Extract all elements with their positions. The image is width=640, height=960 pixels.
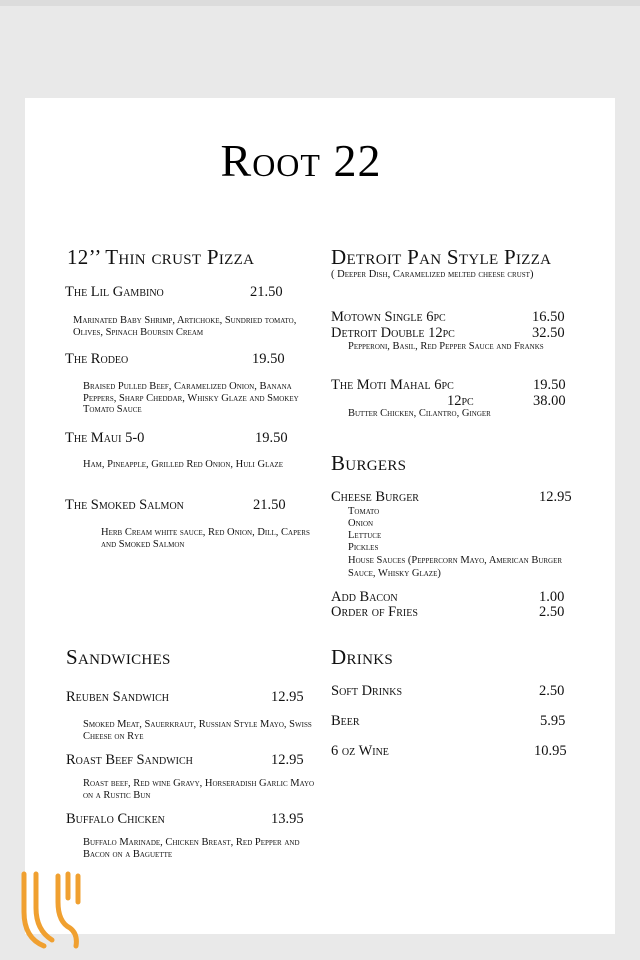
burger-topping: Tomato [348,506,380,517]
fork-spoon-logo-icon [14,868,86,950]
pizza-item-name: The Rodeo [65,351,129,367]
drinks-heading: Drinks [331,645,393,669]
pizza-item-desc: Braised Pulled Beef, Caramelized Onion, Banana Peppers, Sharp Cheddar, Whisky Glaze and Smokey Tomato Sauce [83,381,299,415]
pizza-item-name: The Maui 5-0 [65,430,145,446]
burger-topping: Pickles [348,542,379,553]
sandwiches-heading: Sandwiches [66,645,171,669]
pizza-item-desc: Marinated Baby Shrimp, Artichoke, Sundried tomato, Olives, Spinach Boursin Cream [73,315,297,338]
sandwich-item-price: 12.95 [271,689,304,705]
detroit-item-price: 19.50 [533,377,566,393]
detroit-item-name: Detroit Double 12pc [331,325,455,341]
burger-topping: Lettuce [348,530,382,541]
pizza-item-name: The Lil Gambino [65,284,164,300]
detroit-heading: Detroit Pan Style Pizza [331,245,552,269]
sandwich-item-desc: Roast beef, Red wine Gravy, Horseradish Garlic Mayo on a Rustic Bun [83,778,315,801]
burger-item-price: 12.95 [539,489,572,505]
burger-topping: Onion [348,518,374,529]
sandwich-item-price: 13.95 [271,811,304,827]
menu-page [25,98,615,934]
drink-price: 2.50 [539,683,565,699]
sandwich-item-name: Buffalo Chicken [66,811,165,827]
pizza-item-price: 19.50 [252,351,285,367]
drink-name: 6 oz Wine [331,743,389,759]
burger-item-name: Cheese Burger [331,489,419,505]
addon-price: 2.50 [539,604,565,620]
sandwich-item-name: Reuben Sandwich [66,689,170,705]
drink-name: Beer [331,713,360,729]
sandwich-item-desc: Smoked Meat, Sauerkraut, Russian Style Mayo, Swiss Cheese on Rye [83,719,312,742]
sandwich-item-desc: Buffalo Marinade, Chicken Breast, Red Pepper and Bacon on a Baguette [83,837,300,860]
detroit-item-size: 12pc [447,393,474,409]
addon-name: Order of Fries [331,604,418,620]
addon-price: 1.00 [539,589,565,605]
detroit-item-desc: Butter Chicken, Cilantro, Ginger [348,408,491,419]
detroit-note: ( Deeper Dish, Caramelized melted cheese crust) [331,269,534,280]
pizza-item-price: 21.50 [253,497,286,513]
pizza-item-desc: Herb Cream white sauce, Red Onion, Dill, Capers and Smoked Salmon [101,527,310,550]
pizza-item-name: The Smoked Salmon [65,497,184,513]
sandwich-item-price: 12.95 [271,752,304,768]
pizza-item-price: 21.50 [250,284,283,300]
drink-price: 5.95 [540,713,566,729]
pizza-item-price: 19.50 [255,430,288,446]
burger-sauces: House Sauces (Peppercorn Mayo, American Burger Sauce, Whisky Glaze) [348,555,563,579]
restaurant-title: Root 22 [220,135,382,186]
detroit-item-price: 32.50 [532,325,565,341]
detroit-item-name: Motown Single 6pc [331,309,446,325]
drink-price: 10.95 [534,743,567,759]
pizza-item-desc: Ham, Pineapple, Grilled Red Onion, Huli Glaze [83,459,283,470]
addon-name: Add Bacon [331,589,398,605]
drink-name: Soft Drinks [331,683,403,699]
detroit-item-price: 16.50 [532,309,565,325]
sandwich-item-name: Roast Beef Sandwich [66,752,193,768]
burgers-heading: Burgers [331,451,407,475]
pizza-heading: 12’’ Thin crust Pizza [67,245,255,269]
detroit-item-price: 38.00 [533,393,566,409]
detroit-item-name: The Moti Mahal 6pc [331,377,454,393]
detroit-item-desc: Pepperoni, Basil, Red Pepper Sauce and Franks [348,341,544,352]
top-bar [0,0,640,6]
